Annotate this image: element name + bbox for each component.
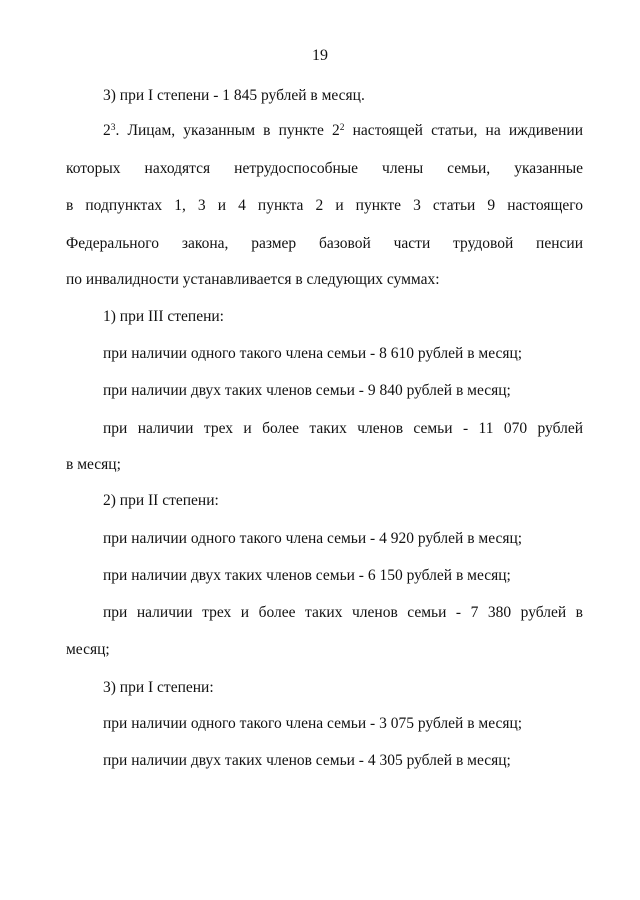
paragraph-line: в подпунктах 1, 3 и 4 пункта 2 и пункте 3 статьи 9 настоящего xyxy=(66,197,583,214)
paragraph-line: при наличии двух таких членов семьи - 6 150 рублей в месяц; xyxy=(103,567,511,584)
subsection-heading: 2) при II степени: xyxy=(103,492,219,509)
paragraph-line: при наличии трех и более таких членов семьи - 7 380 рублей в xyxy=(103,604,583,621)
paragraph-line: при наличии одного такого члена семьи - 3 075 рублей в месяц; xyxy=(103,715,523,732)
paragraph-line: месяц; xyxy=(66,641,110,658)
paragraph-line: при наличии двух таких членов семьи - 9 840 рублей в месяц; xyxy=(103,382,511,399)
paragraph-line: Федерального закона, размер базовой части трудовой пенсии xyxy=(66,235,583,252)
paragraph-line: которых находятся нетрудоспособные члены семьи, указанные xyxy=(66,160,583,177)
paragraph-line: по инвалидности устанавливается в следующих суммах: xyxy=(66,271,440,288)
text-segment: настоящей статьи, на иждивении xyxy=(344,122,583,139)
item-number: 2 xyxy=(103,122,111,139)
paragraph-line: 3) при I степени - 1 845 рублей в месяц. xyxy=(103,87,365,104)
paragraph-line: при наличии трех и более таких членов семьи - 11 070 рублей xyxy=(103,420,583,437)
subsection-heading: 1) при III степени: xyxy=(103,308,224,325)
paragraph-line: при наличии одного такого члена семьи - 8 610 рублей в месяц; xyxy=(103,345,523,362)
text-segment: . Лицам, указанным в пункте 2 xyxy=(115,122,340,139)
paragraph-line xyxy=(103,121,583,141)
superscript: 3 xyxy=(110,123,116,133)
paragraph-line: в месяц; xyxy=(66,456,121,473)
paragraph-line: при наличии двух таких членов семьи - 4 305 рублей в месяц; xyxy=(103,752,511,769)
paragraph-line: при наличии одного такого члена семьи - 4 920 рублей в месяц; xyxy=(103,530,523,547)
subsection-heading: 3) при I степени: xyxy=(103,679,214,696)
page-number: 19 xyxy=(312,47,328,64)
superscript: 2 xyxy=(339,123,345,133)
